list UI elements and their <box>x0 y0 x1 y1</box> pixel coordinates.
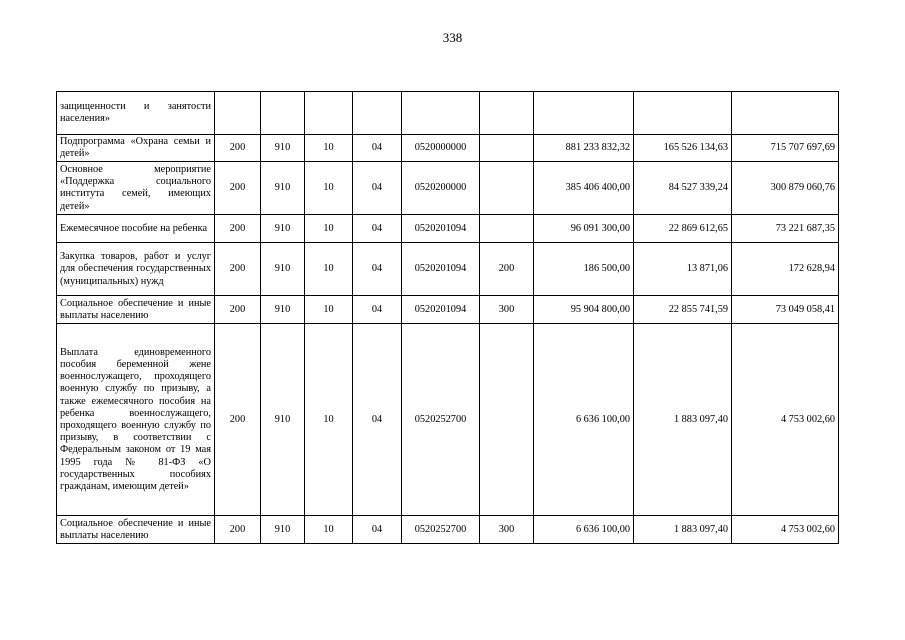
table-row <box>57 516 839 544</box>
grbs-code-cell: 200 <box>215 162 261 215</box>
row-name-cell: Социальное обеспечение и иные выплаты населению <box>57 296 215 324</box>
section-code-cell: 10 <box>305 296 353 324</box>
subsection-code-cell: 04 <box>353 296 402 324</box>
planned-amount-cell: 6 636 100,00 <box>534 516 634 544</box>
grbs-code-cell: 200 <box>215 296 261 324</box>
executed-amount-cell: 13 871,06 <box>634 243 732 296</box>
executed-amount-cell: 22 869 612,65 <box>634 215 732 243</box>
target-article-code-cell: 0520252700 <box>402 516 480 544</box>
target-article-code-cell: 0520000000 <box>402 135 480 162</box>
grbs-code-cell: 200 <box>215 516 261 544</box>
row-name-cell: Ежемесячное пособие на ребенка <box>57 215 215 243</box>
section-code-cell <box>305 92 353 135</box>
planned-amount-cell: 96 091 300,00 <box>534 215 634 243</box>
grbs-code-cell: 200 <box>215 135 261 162</box>
executed-amount-cell <box>634 92 732 135</box>
subsection-code-cell: 04 <box>353 243 402 296</box>
subsection-code-cell: 04 <box>353 162 402 215</box>
executed-amount-cell: 22 855 741,59 <box>634 296 732 324</box>
section-code-cell: 10 <box>305 135 353 162</box>
row-name-cell: защищенности и занятости населения» <box>57 92 215 135</box>
remaining-amount-cell: 4 753 002,60 <box>732 324 839 516</box>
executed-amount-cell: 1 883 097,40 <box>634 516 732 544</box>
department-code-cell: 910 <box>261 296 305 324</box>
expense-type-code-cell <box>480 162 534 215</box>
table-row <box>57 243 839 296</box>
section-code-cell: 10 <box>305 324 353 516</box>
planned-amount-cell: 95 904 800,00 <box>534 296 634 324</box>
expense-type-code-cell <box>480 135 534 162</box>
remaining-amount-cell: 172 628,94 <box>732 243 839 296</box>
section-code-cell: 10 <box>305 215 353 243</box>
grbs-code-cell <box>215 92 261 135</box>
remaining-amount-cell: 715 707 697,69 <box>732 135 839 162</box>
department-code-cell: 910 <box>261 243 305 296</box>
table-row <box>57 324 839 516</box>
row-name-cell: Закупка товаров, работ и услуг для обеспечения государственных (муниципальных) нужд <box>57 243 215 296</box>
section-code-cell: 10 <box>305 162 353 215</box>
department-code-cell: 910 <box>261 324 305 516</box>
target-article-code-cell: 0520252700 <box>402 324 480 516</box>
subsection-code-cell: 04 <box>353 516 402 544</box>
expense-type-code-cell: 300 <box>480 516 534 544</box>
planned-amount-cell: 186 500,00 <box>534 243 634 296</box>
grbs-code-cell: 200 <box>215 243 261 296</box>
grbs-code-cell: 200 <box>215 324 261 516</box>
expense-type-code-cell <box>480 324 534 516</box>
department-code-cell: 910 <box>261 516 305 544</box>
department-code-cell: 910 <box>261 135 305 162</box>
executed-amount-cell: 165 526 134,63 <box>634 135 732 162</box>
expense-type-code-cell: 300 <box>480 296 534 324</box>
planned-amount-cell: 881 233 832,32 <box>534 135 634 162</box>
target-article-code-cell <box>402 92 480 135</box>
remaining-amount-cell: 73 049 058,41 <box>732 296 839 324</box>
subsection-code-cell: 04 <box>353 324 402 516</box>
table-row <box>57 92 839 135</box>
target-article-code-cell: 0520201094 <box>402 243 480 296</box>
expense-type-code-cell: 200 <box>480 243 534 296</box>
remaining-amount-cell: 4 753 002,60 <box>732 516 839 544</box>
row-name-cell: Подпрограмма «Охрана семьи и детей» <box>57 135 215 162</box>
target-article-code-cell: 0520200000 <box>402 162 480 215</box>
executed-amount-cell: 1 883 097,40 <box>634 324 732 516</box>
row-name-cell: Социальное обеспечение и иные выплаты населению <box>57 516 215 544</box>
remaining-amount-cell: 73 221 687,35 <box>732 215 839 243</box>
subsection-code-cell <box>353 92 402 135</box>
executed-amount-cell: 84 527 339,24 <box>634 162 732 215</box>
expense-type-code-cell <box>480 215 534 243</box>
planned-amount-cell: 385 406 400,00 <box>534 162 634 215</box>
department-code-cell: 910 <box>261 162 305 215</box>
department-code-cell: 910 <box>261 215 305 243</box>
row-name-cell: Основное мероприятие «Поддержка социального института семей, имеющих детей» <box>57 162 215 215</box>
page-number: 338 <box>442 30 463 45</box>
target-article-code-cell: 0520201094 <box>402 215 480 243</box>
section-code-cell: 10 <box>305 243 353 296</box>
subsection-code-cell: 04 <box>353 135 402 162</box>
department-code-cell <box>261 92 305 135</box>
subsection-code-cell: 04 <box>353 215 402 243</box>
table-row <box>57 215 839 243</box>
budget-table <box>56 91 839 544</box>
table-row <box>57 296 839 324</box>
target-article-code-cell: 0520201094 <box>402 296 480 324</box>
expense-type-code-cell <box>480 92 534 135</box>
planned-amount-cell <box>534 92 634 135</box>
table-body <box>57 92 839 544</box>
section-code-cell: 10 <box>305 516 353 544</box>
row-name-cell: Выплата единовременного пособия беременной жене военнослужащего, проходящего военную службу по призыву, а также ежемесячного пособия на ребенка военнослужащего, проходящего военную службу по призыву, в соответствии с Федеральным законом от 19 мая 1995 года № 81-ФЗ «О государственных пособиях гражданам, имеющим детей» <box>57 324 215 516</box>
remaining-amount-cell <box>732 92 839 135</box>
table-row <box>57 162 839 215</box>
table-row <box>57 135 839 162</box>
planned-amount-cell: 6 636 100,00 <box>534 324 634 516</box>
remaining-amount-cell: 300 879 060,76 <box>732 162 839 215</box>
grbs-code-cell: 200 <box>215 215 261 243</box>
